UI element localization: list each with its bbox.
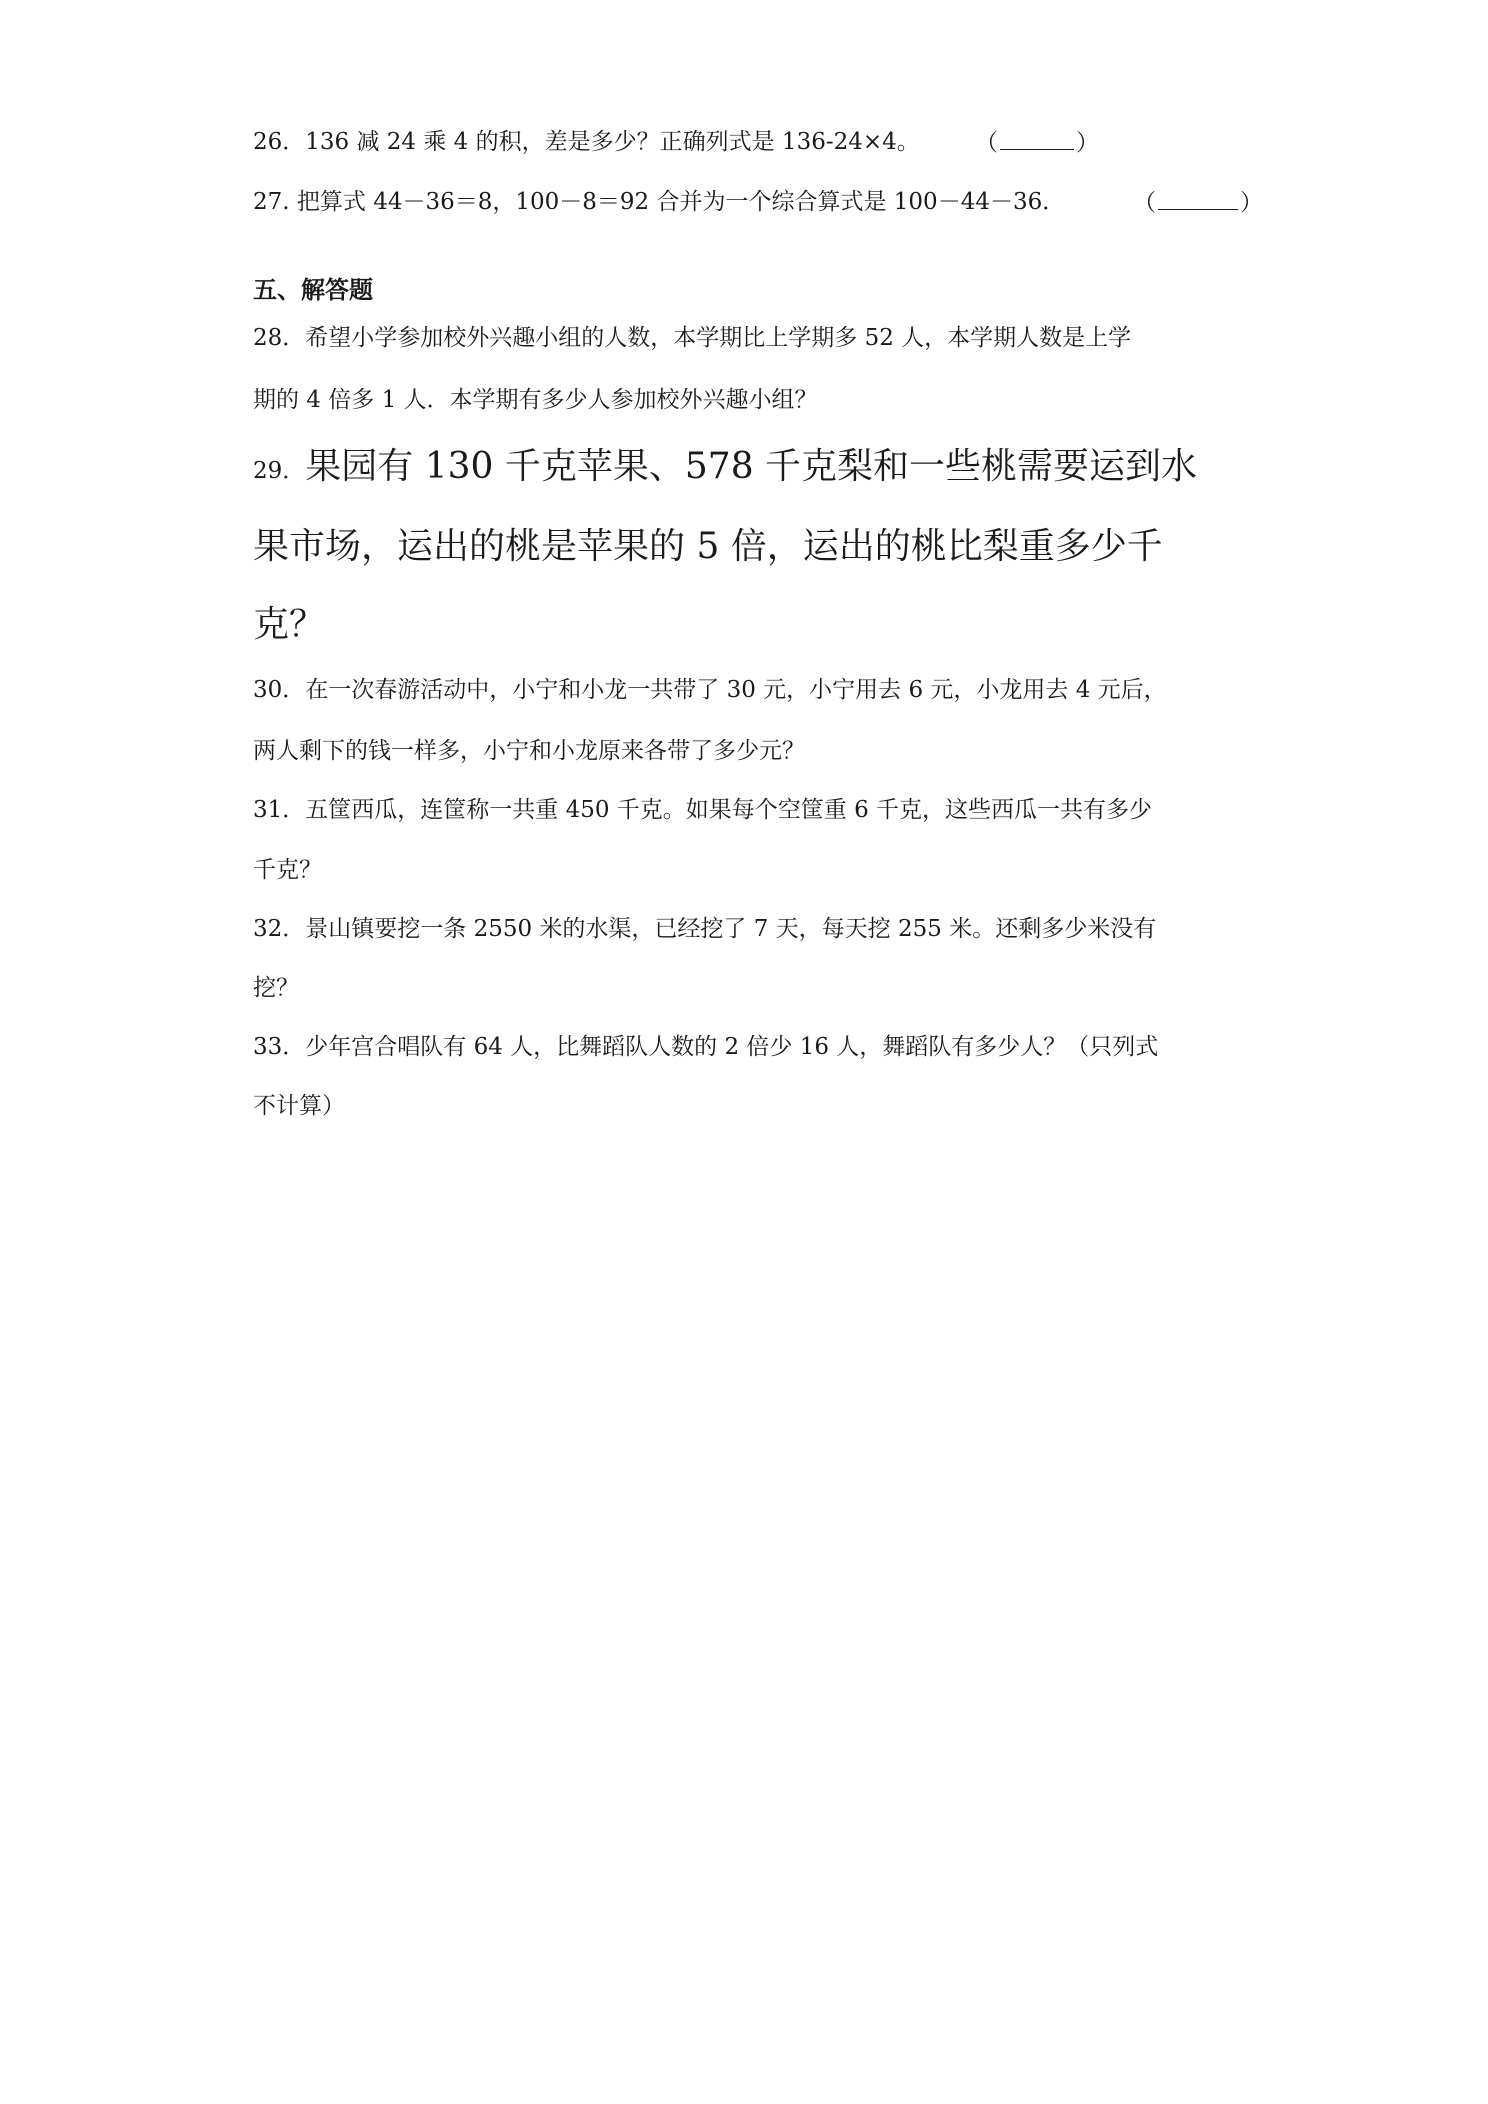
question-31-line-2: 千克？ bbox=[253, 857, 322, 883]
question-27-text: 27. 把算式 44－36＝8，100－8＝92 合并为一个综合算式是 100－44－36． bbox=[253, 189, 1066, 215]
question-30-line-2: 两人剩下的钱一样多，小宁和小龙原来各带了多少元？ bbox=[253, 738, 805, 764]
question-27-answer-blank[interactable]: （ ） bbox=[1133, 190, 1263, 216]
section-heading: 五、解答题 bbox=[253, 276, 373, 304]
question-29-line-1-text: 果园有 130 千克苹果、578 千克梨和一些桃需要运到水 bbox=[305, 446, 1198, 487]
question-26 bbox=[253, 131, 1247, 154]
question-29-line-1 bbox=[253, 446, 1198, 487]
question-29-line-2: 果市场，运出的桃是苹果的 5 倍，运出的桃比梨重多少千 bbox=[253, 526, 1163, 567]
question-26-text: 26．136 减 24 乘 4 的积，差是多少？正确列式是 136-24×4。 bbox=[253, 129, 920, 155]
question-32-line-2: 挖？ bbox=[253, 975, 299, 1001]
question-28-line-1: 28．希望小学参加校外兴趣小组的人数，本学期比上学期多 52 人，本学期人数是上学 bbox=[253, 325, 1132, 351]
question-26-answer-blank[interactable]: （ ） bbox=[975, 130, 1099, 156]
question-29-line-3: 克？ bbox=[253, 604, 326, 645]
question-30-line-1: 30．在一次春游活动中，小宁和小龙一共带了 30 元，小宁用去 6 元，小龙用去 4 元后， bbox=[253, 677, 1167, 703]
question-33-line-1: 33．少年宫合唱队有 64 人，比舞蹈队人数的 2 倍少 16 人，舞蹈队有多少人？（只列式 bbox=[253, 1034, 1159, 1060]
question-32-line-1: 32．景山镇要挖一条 2550 米的水渠，已经挖了 7 天，每天挖 255 米。还剩多少米没有 bbox=[253, 916, 1157, 942]
question-31-line-1: 31．五筐西瓜，连筐称一共重 450 千克。如果每个空筐重 6 千克，这些西瓜一共有多少 bbox=[253, 797, 1153, 823]
question-29-number: 29． bbox=[253, 458, 306, 484]
question-27 bbox=[253, 189, 1263, 216]
question-28-line-2: 期的 4 倍多 1 人．本学期有多少人参加校外兴趣小组？ bbox=[253, 387, 818, 413]
question-33-line-2: 不计算） bbox=[253, 1093, 345, 1119]
